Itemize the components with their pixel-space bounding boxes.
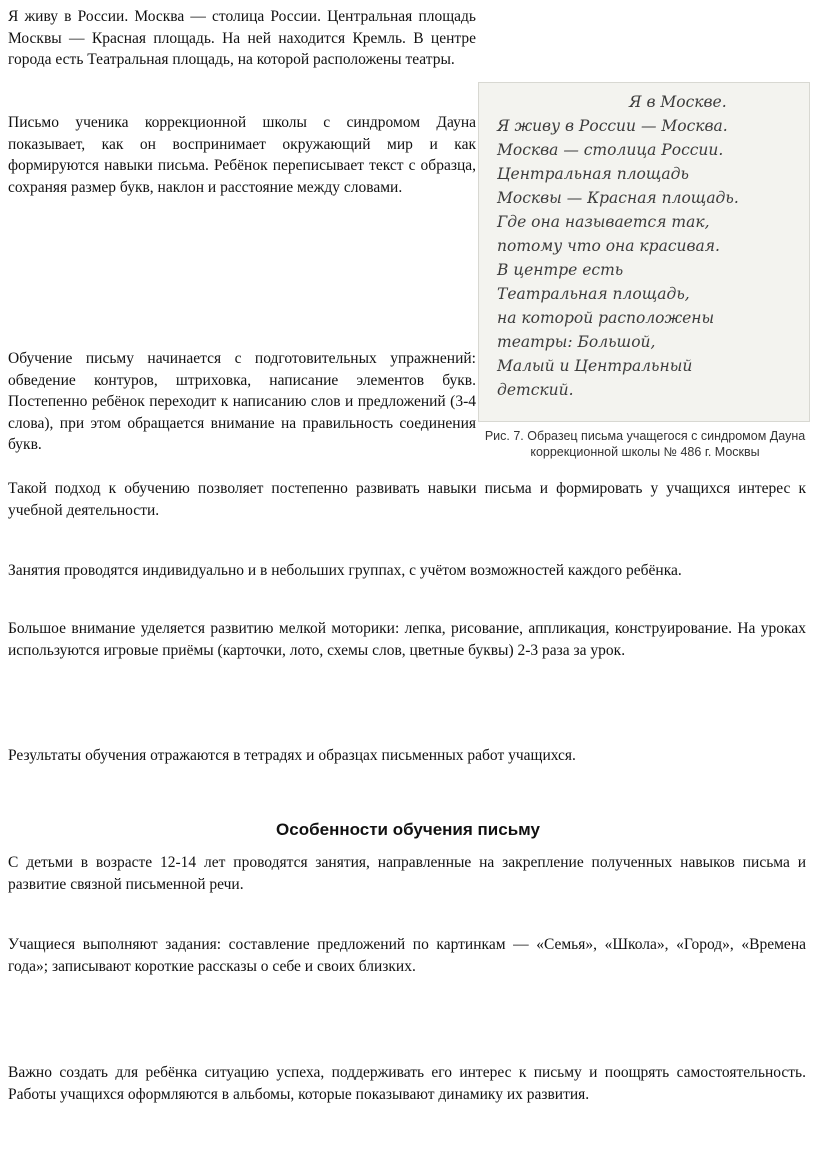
handwriting-sample-image: [478, 82, 810, 422]
handwriting-line: Москва — столица России.: [497, 141, 724, 159]
figure-caption: Рис. 7. Образец письма учащегося с синдромом Дауна коррекционной школы № 486 г. Москвы: [484, 429, 806, 459]
handwriting-line: Я живу в России — Москва.: [497, 117, 728, 135]
handwriting-figure: [478, 82, 808, 464]
paragraph-2: Письмо ученика коррекционной школы с синдромом Дауна показывает, как он воспринимает окружающий мир и как формируются навыки письма. Ребёнок переписывает текст с образца, сохраняя размер букв, наклон и расстояние между словами.: [8, 114, 476, 196]
handwriting-line: Малый и Центральный: [497, 357, 693, 375]
handwriting-line: Я в Москве.: [629, 93, 727, 111]
paragraph-8: С детьми в возрасте 12-14 лет проводятся занятия, направленные на закрепление полученных навыков письма и развитие связной письменной речи.: [8, 854, 806, 893]
paragraph-7: Результаты обучения отражаются в тетрадях и образцах письменных работ учащихся.: [8, 747, 576, 764]
handwriting-line: на которой расположены: [497, 309, 715, 327]
handwriting-line: потому что она красивая.: [497, 237, 720, 255]
section-heading: Особенности обучения письму: [276, 820, 540, 839]
handwriting-line: Где она называется так,: [497, 213, 710, 231]
handwriting-line: Театральная площадь,: [497, 285, 690, 303]
handwriting-line: театры: Большой,: [497, 333, 656, 351]
paragraph-1: Я живу в России. Москва — столица России. Центральная площадь Москвы — Красная площадь. На ней находится Кремль. В центре города есть Театральная площадь, на которой расположены театры.: [8, 8, 476, 69]
paragraph-10: Важно создать для ребёнка ситуацию успеха, поддерживать его интерес к письму и поощрять самостоятельность. Работы учащихся оформляются в альбомы, которые показывают динамику их развития.: [8, 1064, 806, 1103]
paragraph-4: Такой подход к обучению позволяет постепенно развивать навыки письма и формировать у учащихся интерес к учебной деятельности.: [8, 480, 806, 519]
paragraph-5: Занятия проводятся индивидуально и в небольших группах, с учётом возможностей каждого ребёнка.: [8, 562, 682, 579]
handwriting-line: детский.: [497, 381, 574, 399]
paragraph-3: Обучение письму начинается с подготовительных упражнений: обведение контуров, штриховка, написание элементов букв. Постепенно ребёнок переходит к написанию слов и предложений (3-4 слова), при этом обращается внимание на правильность соединения букв.: [8, 350, 476, 454]
paragraph-6: Большое внимание уделяется развитию мелкой моторики: лепка, рисование, аппликация, конструирование. На уроках используются игровые приёмы (карточки, лото, схемы слов, цветные буквы) 2-3 раза за урок.: [8, 620, 806, 659]
handwriting-line: Центральная площадь: [497, 165, 689, 183]
handwriting-line: В центре есть: [497, 261, 624, 279]
handwriting-line: Москвы — Красная площадь.: [497, 189, 739, 207]
paragraph-9: Учащиеся выполняют задания: составление предложений по картинкам — «Семья», «Школа», «Город», «Времена года»; записывают короткие рассказы о себе и своих близких.: [8, 936, 806, 975]
